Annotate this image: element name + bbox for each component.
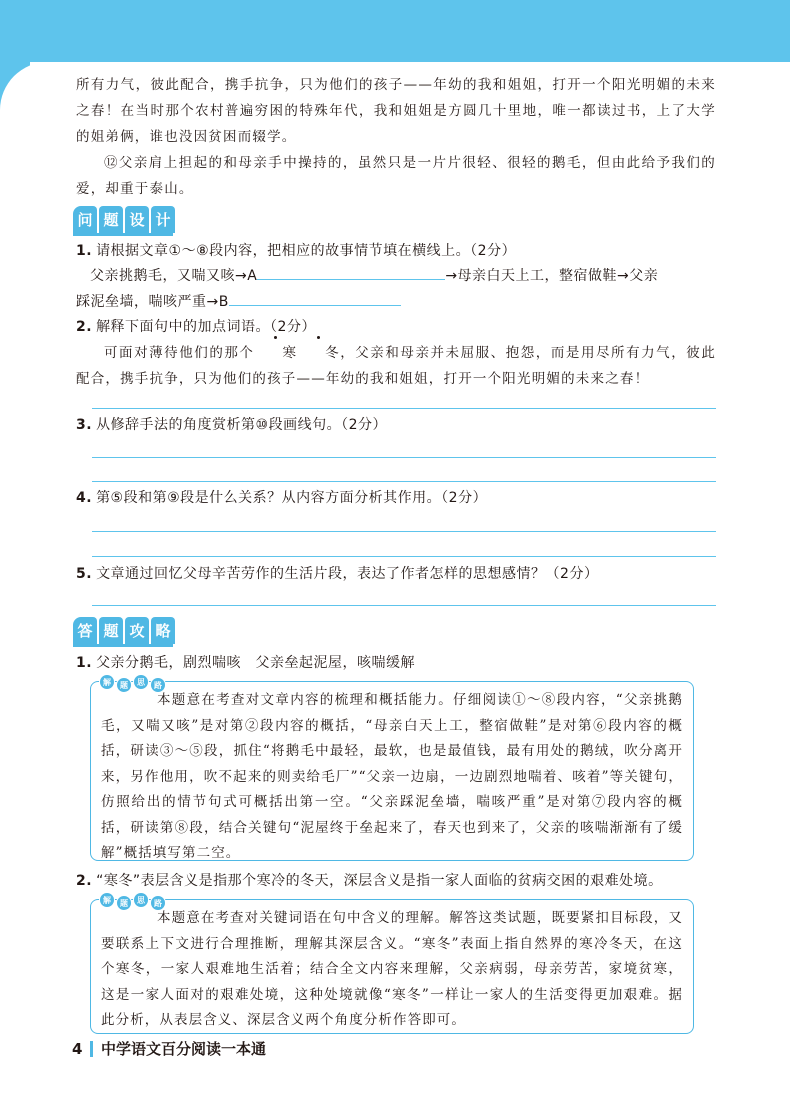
solution-hint-tag [99,892,166,911]
question-number: 1. [76,243,93,259]
hint-tag-char: 路 [150,677,166,693]
badge-underline [73,644,173,647]
badge-char: 答 [73,617,97,644]
badge-char: 题 [99,206,123,233]
hint-tag-char: 解 [99,892,115,908]
quote-pre: 可面对薄待他们的那个 [104,345,255,361]
dotted-word: 寒 [254,340,297,366]
solution-hint-text: 本题意在考查对关键词语在句中含义的理解。解答这类试题，既要紧扣目标段，又要联系上下文进行合理推断，理解其深层含义。“寒冬”表面上指自然界的寒冷冬天，在这个寒冬，一家人艰难地生活着；结合全文内容来理解，父亲病弱，母亲劳苦，家境贫寒，这是一家人面对的艰难处境，这种处境就像“寒冬”一样让一家人的生活变得更加艰难。据此分析，从表层含义、深层含义两个角度分析作答即可。 [101,910,683,1028]
q1-line1-end: →母亲白天上工，整宿做鞋→父亲 [445,268,659,284]
question-2-quote [76,340,716,392]
passage-paragraph-12: ⑫父亲肩上担起的和母亲手中操持的，虽然只是一片片很轻、很轻的鹅毛，但由此给予我们的爱，却重于泰山。 [76,155,716,197]
passage-paragraph-continued: 所有力气，彼此配合，携手抗争，只为他们的孩子——年幼的我和姐姐，打开一个阳光明媚的未来之春！在当时那个农村普遍穷困的特殊年代，我和姐姐是方圆几十里地，唯一都读过书，上了大学的姐弟俩，谁也没因贫困而辍学。 [76,77,716,145]
badge-char: 略 [151,617,175,644]
question-1-line-2 [76,289,716,315]
answer-blank-b[interactable] [229,289,401,306]
hint-tag-char: 思 [133,674,149,690]
answer-line[interactable] [92,531,716,532]
section-badge-answers [73,617,175,644]
solution-hint-text: 本题意在考查对文章内容的梳理和概括能力。仔细阅读①～⑧段内容，“父亲挑鹅毛，又喘又咳”是对第②段内容的概括，“母亲白天上工，整宿做鞋”是对第⑥段内容的概括，研读③～⑤段，抓住“将鹅毛中最轻，最软，也是最值钱，最有用处的鹅绒，吹分离开来，另作他用，吹不起来的则卖给毛厂”“父亲一边扇，一边剧烈地喘着、咳着”等关键句，仿照给出的情节句式可概括出第一空。“父亲踩泥垒墙，喘咳严重”是对第⑦段内容的概括，研读第⑧段，结合关键句“泥屋终于垒起来了，春天也到来了，父亲的咳喘渐渐有了缓解”概括填写第二空。 [101,692,683,861]
question-5 [76,563,716,585]
hint-tag-char: 路 [150,895,166,911]
hint-tag-char: 思 [133,892,149,908]
answer-text: “寒冬”表层含义是指那个寒冷的冬天，深层含义是指一家人面临的贫病交困的艰难处境。 [96,873,663,889]
badge-char: 计 [151,206,175,233]
badge-underline [73,233,173,236]
solution-hint-tag [99,674,166,693]
answer-number: 2. [76,873,93,889]
q1-line1-start: 父亲挑鹅毛，又喘又咳→A [90,268,258,284]
question-number: 5. [76,566,93,582]
answer-line[interactable] [92,605,716,606]
question-text: 第⑤段和第⑨段是什么关系？从内容方面分析其作用。（2分） [96,490,488,506]
answer-line[interactable] [92,481,716,482]
question-number: 4. [76,490,93,506]
question-text: 请根据文章①～⑧段内容，把相应的故事情节填在横线上。（2分） [96,243,517,259]
answer-line[interactable] [92,556,716,557]
section-badge-questions [73,206,175,233]
hint-tag-char: 题 [116,895,132,911]
book-title: 中学语文百分阅读一本通 [100,1040,266,1058]
question-1 [76,240,716,262]
question-text: 解释下面句中的加点词语。（2分） [96,319,316,335]
question-number: 3. [76,417,93,433]
answer-1 [76,652,716,674]
badge-char: 题 [99,617,123,644]
question-number: 2. [76,319,93,335]
question-text: 从修辞手法的角度赏析第⑩段画线句。（2分） [96,417,388,433]
page-number: 4 [72,1039,83,1058]
answer-number: 1. [76,655,93,671]
question-2 [76,316,716,338]
answer-line[interactable] [92,457,716,458]
answer-line[interactable] [92,408,716,409]
footer-divider [90,1041,93,1057]
dotted-word: 冬 [297,340,340,366]
solution-hint-box-2 [90,895,694,1034]
q1-line2-start: 踩泥垒墙，喘咳严重→B [76,294,229,310]
badge-char: 设 [125,206,149,233]
question-3 [76,414,716,436]
hint-tag-char: 题 [116,677,132,693]
answer-2 [76,870,716,892]
page-corner-curve [0,62,30,162]
question-4 [76,487,716,509]
hint-tag-char: 解 [99,674,115,690]
solution-hint-box-1 [90,677,694,861]
page-footer [72,1038,266,1059]
quote-post: ，父亲和母亲并未屈服、抱怨，而是用尽所有力气，彼此配合，携手抗争，只为他们的孩子——年幼的我和姐姐，打开一个阳光明媚的未来之春！ [76,345,717,387]
question-1-line-1 [76,263,716,289]
question-text: 文章通过回忆父母辛苦劳作的生活片段，表达了作者怎样的思想感情？（2分） [96,566,599,582]
answer-blank-a[interactable] [257,263,445,280]
top-color-band [0,0,790,62]
badge-char: 问 [73,206,97,233]
answer-text: 父亲分鹅毛，剧烈喘咳 父亲垒起泥屋，咳喘缓解 [96,655,416,671]
badge-char: 攻 [125,617,149,644]
